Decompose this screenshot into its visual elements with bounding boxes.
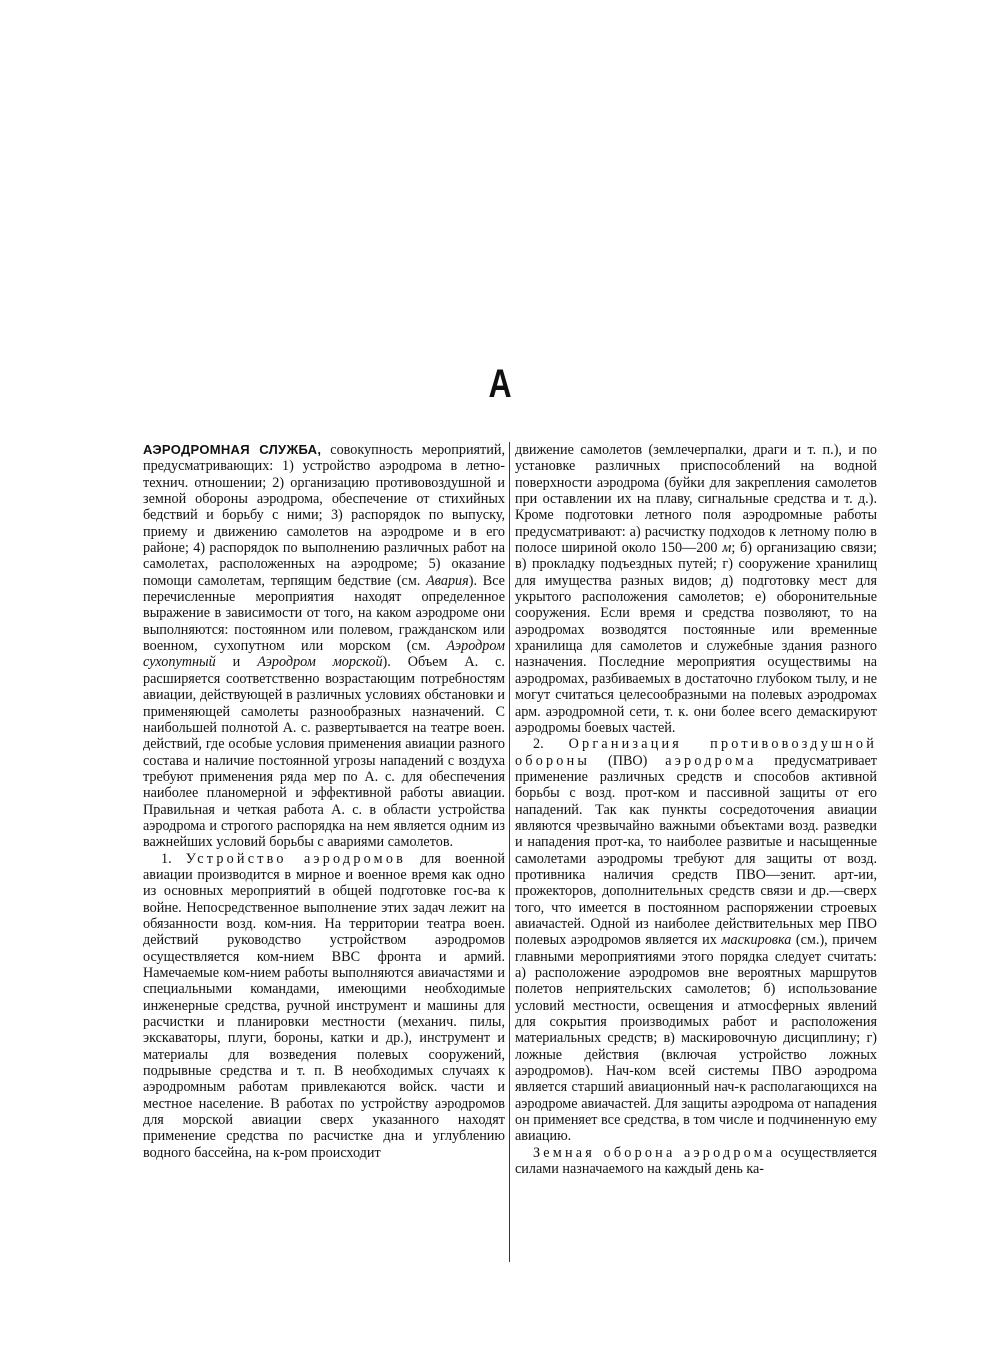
left-column xyxy=(143,442,505,1262)
section-number: 1. xyxy=(161,850,186,867)
article-columns xyxy=(143,442,877,1262)
article-paragraph-air-defense xyxy=(515,736,877,1145)
text-run: (см.), причем главными мероприятиями этого порядка следует считать: а) расположение аэродромов вне вероятных маршрутов полетов неприятельских самолетов; б) использование условий местности, освещения и атмосферных явлений для сокрытия производимых работ и расположения материальных средств; в) маскировочную дисциплину; г) ложные действия (включая устройство ложных аэродромов). Нач-ком всей системы ПВО аэродрома является старший авиационный нач-к располагающихся на аэродроме авиачастей. Для защиты аэродрома от нападения он применяет все средства, в том числе и подчиненную ему авиацию. xyxy=(515,932,877,1145)
text-run: совокупность мероприятий, предусматривающих: 1) устройство аэродрома в летно-технич. отношении; 2) организацию противовоздушной и земной обороны аэродрома, обеспечение от стихийных бедствий и борьбу с ними; 3) распорядок по выпуску, приему и движению самолетов на аэродроме и в его районе; 4) распорядок по выполнению различных работ на самолетах, расположенных на аэродроме; 5) оказание помощи самолетам, терпящим бедствие (см. xyxy=(143,442,505,589)
text-run: ; б) организацию связи; в) прокладку подъездных путей; г) сооружение хранилищ для имущества разных видов; д) подготовку мест для укрытого расположения самолетов; е) оборонительные сооружения. Если время и средства позволяют, то на аэродромах возводятся постоянные или временные хранилища для самолетов и служебные здания разного назначения. Последние мероприятия осуществимы на аэродромах, разбиваемых в достаточно глубоком тылу, и не могут считаться целесообразными на полевых аэродромах арм. аэродромной сети, т. к. они более всего демаскируют аэродромы боевых частей. xyxy=(515,540,877,736)
section-heading: Земная оборона аэродрома xyxy=(533,1144,776,1161)
column-rule xyxy=(509,442,510,1262)
section-letter: А xyxy=(488,362,512,406)
article-paragraph-continuation xyxy=(515,442,877,736)
article-paragraph-intro xyxy=(143,442,505,851)
section-heading: Устройство аэродромов xyxy=(185,850,407,867)
section-heading: Организация противовоздушной обороны xyxy=(515,736,877,769)
text-run: ). Все перечисленные мероприятия находят определенное выражение в зависимости от того, на каком аэродроме они выполняются: постоянном или полевом, гражданском или военном, сухопутном или морском (см. xyxy=(143,572,505,655)
article-paragraph-ground-defense xyxy=(515,1145,877,1178)
right-column xyxy=(515,442,877,1262)
cross-reference: Аэродром морской xyxy=(257,654,383,671)
text-run: предусматривает применение различных средств и способов активной борьбы с возд. прот-ком и пассивной защиты от его нападений. Так как пункты сосредоточения авиации являются чрезвычайно важными объектами возд. разведки и нападения прот-ка, то наиболее развитые и насыщенные самолетами аэродромы требуют для защиты от возд. противника наличия средств ПВО—зенит. арт-ии, прожекторов, дополнительных средств связи и др.—сверх того, что имеется в постоянном распоряжении строевых авиачастей. Одной из наиболее действительных мер ПВО полевых аэродромов является их xyxy=(515,752,877,949)
cross-reference: маскировка xyxy=(721,932,792,949)
text-run: (ПВО) xyxy=(590,752,666,769)
text-run: движение самолетов (землечерпалки, драги и т. п.), и по установке различных приспособлений на водной поверхности аэродрома (буйки для закрепления самолетов при оставлении их на плаву, сигнальные средства и т. д.). Кроме подготовки летного поля аэродромные работы предусматривают: а) расчистку подходов к летному полю в полосе шириной около 150—200 xyxy=(515,442,877,557)
unit-italic: м xyxy=(722,540,732,557)
cross-reference: Аэродром сухопутный xyxy=(143,638,505,671)
text-run: осуществляется силами назначаемого на каждый день ка- xyxy=(515,1144,877,1178)
text-run: для военной авиации производится в мирное и военное время как одно из основных мероприятий в общей подготовке гос-ва к войне. Непосредственное выполнение этих задач лежит на обязанности возд. ком-ния. На территории театра воен. действий руководство устройством аэродромов осуществляется ком-нием ВВС фронта и армий. Намечаемые ком-нием работы выполняются авиачастями и специальными командами, имеющими необходимые инженерные средства, ручной инструмент и машины для расчистки и планировки местности (механич. пилы, экскаваторы, плуги, бороны, катки и др.), инструмент и материалы для возведения полевых сооружений, подрывные средства и т. п. В необходимых случаях к аэродромным работам привлекаются войск. части и местное население. В работах по устройству аэродромов для морской авиации сверх указанного находят применение средства по расчистке дна и углублению водного бассейна, на к-ром происходит xyxy=(143,850,505,1161)
text-run: и xyxy=(215,654,258,671)
section-heading: аэродрома xyxy=(665,752,757,769)
section-number: 2. xyxy=(533,736,569,753)
text-run: ). Объем А. с. расширяется соответственно возрастающим потребностям авиации, действующей в различных условиях обстановки и применяющей самолеты разнообразных назначений. С наибольшей полнотой А. с. развертывается на театре воен. действий, где особые условия применения авиации разного состава и наличие постоянной угрозы нападений с воздуха требуют применения ряда мер по А. с. для обеспечения наиболее планомерной и эффективной работы авиации. Правильная и четкая работа А. с. в области устройства аэродрома и строгого распорядка на нем является одним из важнейших условий борьбы с авариями самолетов. xyxy=(143,654,505,851)
article-paragraph-airfield-construction xyxy=(143,851,505,1162)
article-headword: АЭРОДРОМНАЯ СЛУЖБА, xyxy=(143,442,322,457)
cross-reference: Авария xyxy=(426,572,469,589)
